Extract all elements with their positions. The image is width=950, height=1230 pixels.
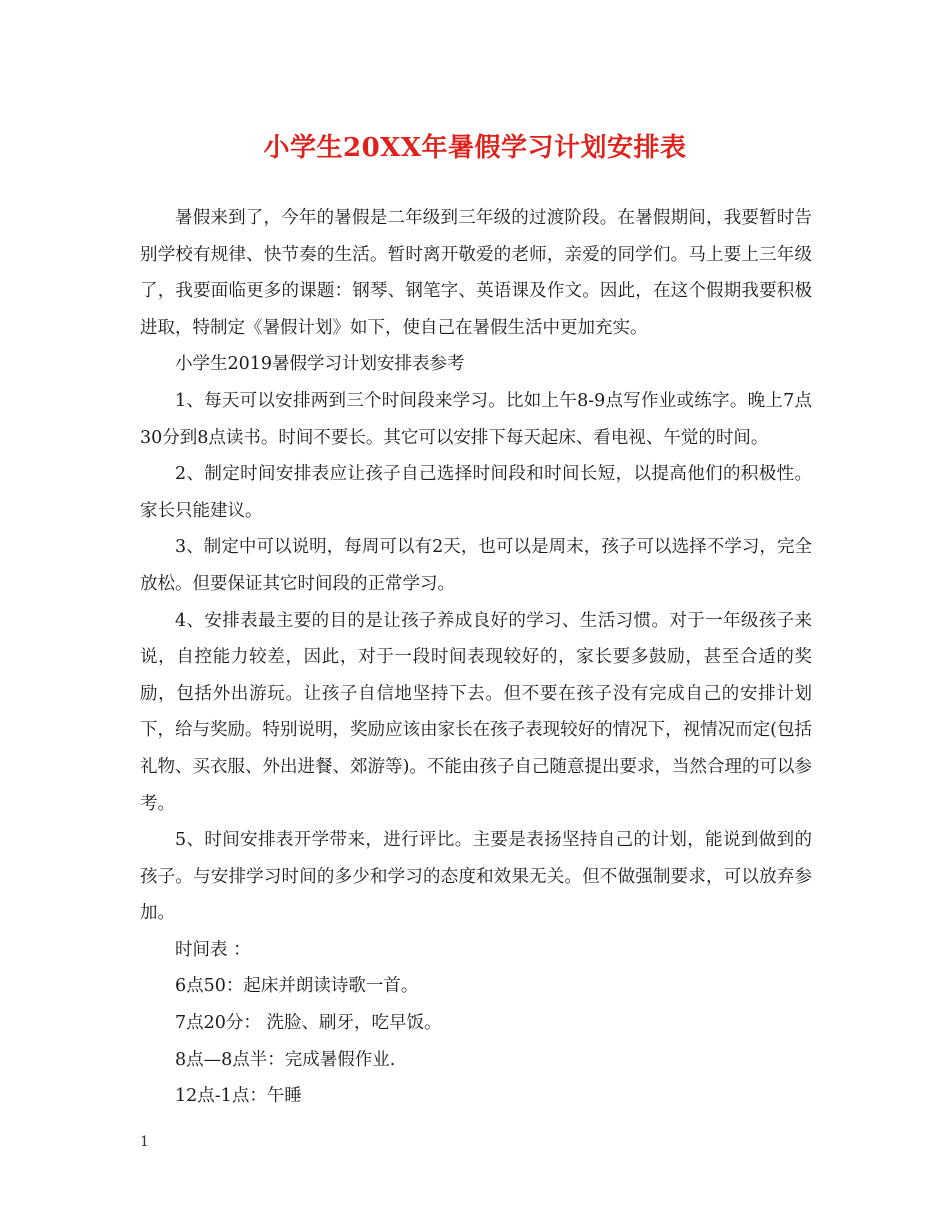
schedule-item: 12点-1点：午睡 (175, 1086, 302, 1107)
paragraph-item-2: 2、制定时间安排表应让孩子自己选择时间段和时间长短，以提高他们的积极性。家长只能建议。 (140, 464, 812, 521)
schedule-item: 7点20分： 洗脸、刷牙，吃早饭。 (175, 1013, 442, 1034)
paragraph-item-4: 4、安排表最主要的目的是让孩子养成良好的学习、生活习惯。对于一年级孩子来说，自控能力较差，因此，对于一段时间表现较好的，家长要多鼓励，甚至合适的奖励，包括外出游玩。让孩子自信地坚持下去。但不要在孩子没有完成自己的安排计划下，给与奖励。特别说明，奖励应该由家长在孩子表现较好的情况下，视情况而定(包括礼物、买衣服、外出进餐、郊游等)。不能由孩子自己随意提出要求，当然合理的可以参考。 (140, 610, 812, 814)
document-title: 小学生20XX年暑假学习计划安排表 (263, 133, 687, 163)
schedule-item: 8点—8点半：完成暑假作业. (175, 1049, 396, 1070)
schedule-heading: 时间表 ： (175, 939, 251, 960)
paragraph-intro: 暑假来到了，今年的暑假是二年级到三年级的过渡阶段。在暑假期间，我要暂时告别学校有规律、快节奏的生活。暂时离开敬爱的老师，亲爱的同学们。马上要上三年级了，我要面临更多的课题：钢琴、钢笔字、英语课及作文。因此，在这个假期我要积极进取，特制定《暑假计划》如下，使自己在暑假生活中更加充实。 (140, 208, 812, 338)
paragraph-reference-heading: 小学生2019暑假学习计划安排表参考 (175, 354, 465, 375)
page-number: 1 (140, 1134, 149, 1150)
paragraph-item-1: 1、每天可以安排两到三个时间段来学习。比如上午8-9点写作业或练字。晚上7点30分到8点读书。时间不要长。其它可以安排下每天起床、看电视、午觉的时间。 (140, 390, 812, 448)
paragraph-item-5: 5、时间安排表开学带来，进行评比。主要是表扬坚持自己的计划，能说到做到的孩子。与安排学习时间的多少和学习的态度和效果无关。但不做强制要求，可以放弃参加。 (140, 830, 812, 924)
schedule-item: 6点50：起床并朗读诗歌一首。 (175, 976, 419, 997)
paragraph-item-3: 3、制定中可以说明，每周可以有2天，也可以是周末，孩子可以选择不学习，完全放松。但要保证其它时间段的正常学习。 (140, 537, 812, 594)
document-body (140, 200, 812, 1115)
